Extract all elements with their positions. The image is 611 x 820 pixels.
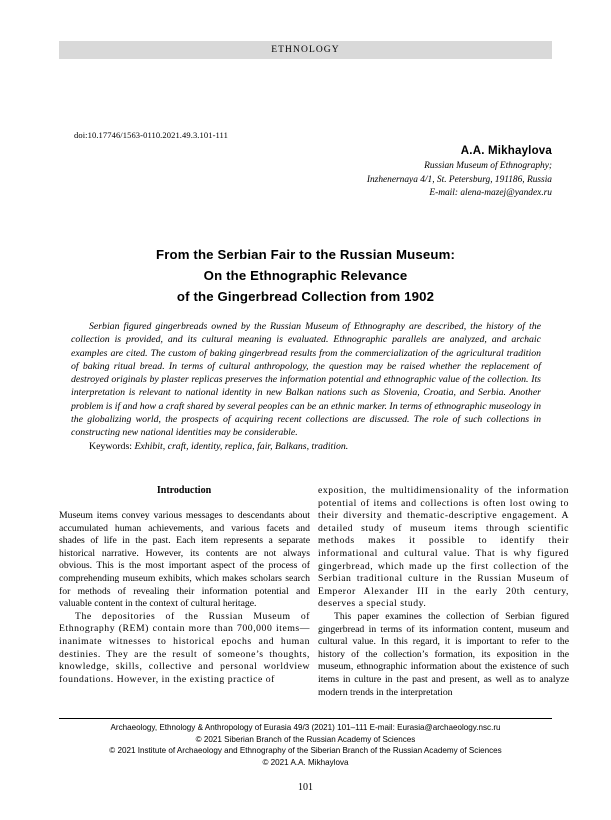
page-title [59,244,552,307]
title-line-1: From the Serbian Fair to the Russian Museum: [156,247,455,262]
keywords-label: Keywords: [89,441,132,452]
keywords-value: Exhibit, craft, identity, replica, fair, Balkans, tradition. [134,441,349,452]
paragraph: Museum items convey various messages to descendants about accumulated human achievements, and various facets and shades of life in the past. Each item represents a separate historical narrative. However, its contents are not always obvious. This is the most important aspect of the process of comprehending museum exhibits, which makes scholars search for methods of revealing their information potential and valuable content in the context of cultural heritage. [59,510,310,610]
title-line-2: On the Ethnographic Relevance [203,268,408,283]
footer-divider [59,718,552,719]
author-email: E-mail: alena-mazej@yandex.ru [429,188,552,198]
title-line-3: of the Gingerbread Collection from 1902 [176,289,435,304]
footer-line-2: © 2021 Siberian Branch of the Russian Academy of Sciences [195,734,416,744]
author-affiliation-line-2: Inzhenernaya 4/1, St. Petersburg, 191186, Russia [366,174,552,185]
paragraph: This paper examines the collection of Serbian figured gingerbread in terms of its information content, museum and cultural value. In this regard, it is important to refer to the history of the collection’s formation, its exposition in the museum, ethnographic information about the existence of such items in culture in the past and present, as well as to analyze modern trends in the interpretation [318,610,569,698]
column-left [59,510,310,686]
author-name: A.A. Mikhaylova [460,145,552,157]
running-head: ETHNOLOGY [59,41,552,59]
keywords-line [71,440,541,453]
footer-line-3: © 2021 Institute of Archaeology and Ethnography of the Siberian Branch of the Russian Academy of Sciences [109,746,502,756]
doi-line: doi:10.17746/1563-0110.2021.49.3.101-111 [74,130,228,140]
footer-line-1: Archaeology, Ethnology & Anthropology of Eurasia 49/3 (2021) 101–111 E-mail: Eurasia@archaeology.nsc.ru [110,723,501,732]
author-block [132,145,552,201]
footer-block [59,722,552,768]
author-affiliation-line-1: Russian Museum of Ethnography; [424,161,552,171]
paragraph: The depositories of the Russian Museum of Ethnography (REM) contain more than 700,000 items—inanimate witnesses to historical epochs and human destinies. They are the result of someone’s thoughts, knowledge, skills, collective and personal worldview foundations. However, in the existing practice of [59,610,310,685]
paragraph: exposition, the multidimensionality of the information potential of items and collections is often lost owing to their diversity and thematic-descriptive engagement. A detailed study of museum items through scientific methods makes it possible to identify their informational and cultural value. That is why figured gingerbread, which made up the first collection of the Serbian traditional culture in the Russian Museum of Emperor Alexander III in the early 20th century, deserves a special study. [318,485,569,610]
abstract-text: Serbian figured gingerbreads owned by the Russian Museum of Ethnography are described, the history of the collection is provided, and its cultural meaning is evaluated. Ethnographic parallels are analyzed, and archaic examples are cited. The custom of baking gingerbread results from the commercialization of the agricultural tradition of baking ritual bread. In terms of cultural anthropology, the question may be raised whether the replacement of destroyed originals by plaster replicas preserves the information potential and ethnographic value of the collection. Its interpretation is relevant to national identity in new Balkan nations such as Slovenia, Croatia, and Serbia. Another problem is if and how a craft shared by several peoples can be an ethnic marker. In terms of ethnographic museology in the globalizing world, the prospects of acquiring recent collections are discussed. The role of such collections in constructing new national identities may be considerable. [71,321,541,439]
column-right [318,485,569,699]
page-number: 101 [298,782,313,793]
section-heading-introduction: Introduction [156,485,212,496]
footer-line-4: © 2021 A.A. Mikhaylova [262,757,349,767]
